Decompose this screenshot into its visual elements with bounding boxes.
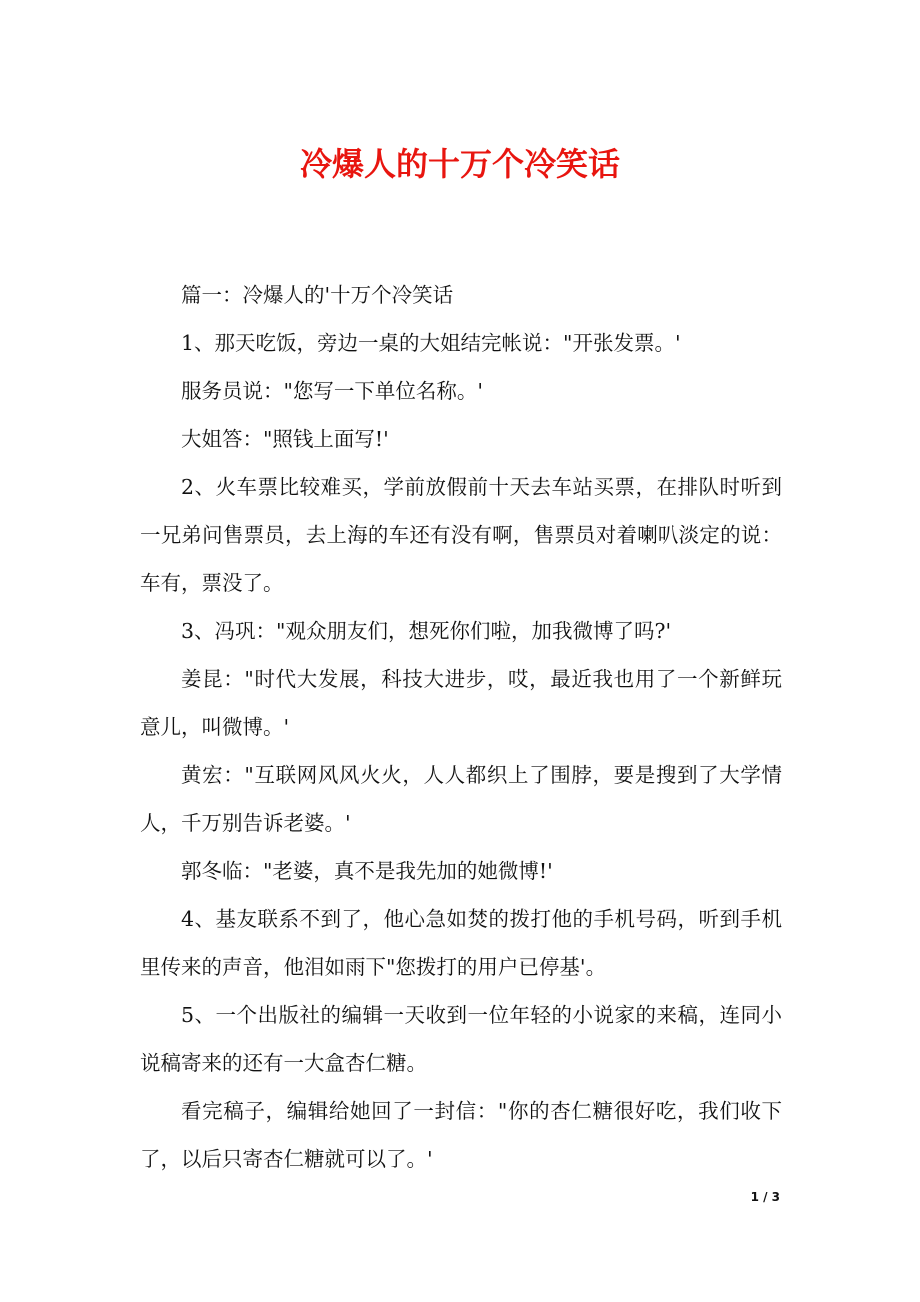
paragraph: 看完稿子，编辑给她回了一封信："你的杏仁糖很好吃，我们收下了，以后只寄杏仁糖就可以了。' — [140, 1099, 782, 1171]
paragraph: 黄宏："互联网风风火火，人人都织上了围脖，要是搜到了大学情人，千万别告诉老婆。' — [140, 763, 782, 835]
paragraph: 5、一个出版社的编辑一天收到一位年轻的小说家的来稿，连同小说稿寄来的还有一大盒杏仁糖。 — [140, 1003, 782, 1075]
paragraph: 大姐答："照钱上面写!' — [181, 427, 389, 451]
paragraph: 3、冯巩："观众朋友们，想死你们啦，加我微博了吗?' — [181, 619, 672, 643]
page-number: 1 / 3 — [750, 1190, 780, 1204]
paragraph: 2、火车票比较难买，学前放假前十天去车站买票，在排队时听到一兄弟问售票员，去上海的车还有没有啊，售票员对着喇叭淡定的说：车有，票没了。 — [140, 475, 782, 595]
paragraph: 篇一：冷爆人的'十万个冷笑话 — [181, 283, 454, 307]
document-title: 冷爆人的十万个冷笑话 — [299, 145, 620, 183]
paragraph: 服务员说："您写一下单位名称。' — [181, 379, 484, 403]
paragraph: 姜昆："时代大发展，科技大进步，哎，最近我也用了一个新鲜玩意儿，叫微博。' — [140, 667, 782, 739]
paragraph: 郭冬临："老婆，真不是我先加的她微博!' — [181, 859, 553, 883]
document-body — [140, 271, 782, 1183]
paragraph: 1、那天吃饭，旁边一桌的大姐结完帐说："开张发票。' — [181, 331, 681, 355]
paragraph: 4、基友联系不到了，他心急如焚的拨打他的手机号码，听到手机里传来的声音，他泪如雨下"您拨打的用户已停基'。 — [140, 907, 782, 979]
